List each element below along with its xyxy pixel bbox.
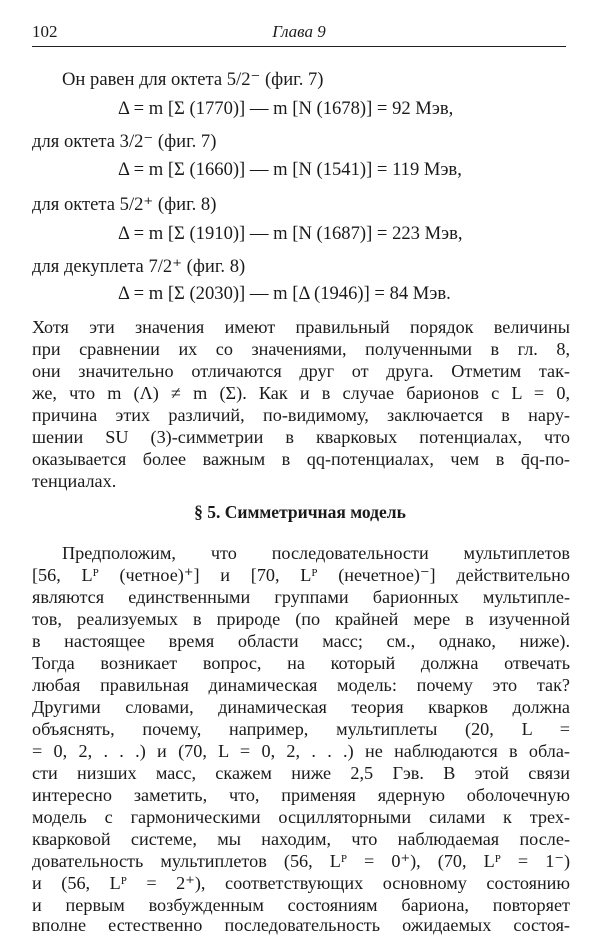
- paragraph-line: Предположим, что последовательности мультиплетов: [62, 543, 570, 563]
- paragraph-line: вполне естественно последовательность ожидаемых состоя-: [32, 915, 570, 935]
- formula-octet-5-2-minus: Δ = m [Σ (1770)] — m [N (1678)] = 92 Мэв,: [118, 98, 454, 119]
- paragraph-line: кварковой системе, мы находим, что наблюдаемая после-: [32, 829, 570, 849]
- page-header: [32, 22, 566, 46]
- paragraph-line: являются единственными группами барионных мультипле-: [32, 587, 570, 607]
- paragraph-line: шении SU (3)-симметрии в кварковых потенциалах, что: [32, 427, 570, 447]
- paragraph-line: любая правильная динамическая модель: почему это так?: [32, 675, 570, 695]
- paragraph-line: при сравнении их со значениями, полученными в гл. 8,: [32, 339, 570, 359]
- paragraph-line: оказывается более важным в qq-потенциалах, чем в q̄q-по-: [32, 449, 570, 469]
- paragraph-line: сти низших масс, скажем ниже 2,5 Гэв. В этой связи: [32, 763, 570, 783]
- label-decuplet-7-2-plus: для декуплета 7/2⁺ (фиг. 8): [32, 256, 246, 277]
- paragraph-line: Другими словами, динамическая теория кварков должна: [32, 697, 570, 717]
- paragraph-line: Тогда возникает вопрос, на который должна отвечать: [32, 653, 570, 673]
- running-title: Глава 9: [272, 22, 326, 41]
- section-title: § 5. Симметричная модель: [194, 502, 406, 522]
- paragraph-line: причина этих различий, по-видимому, заключается в нару-: [32, 405, 570, 425]
- formula-octet-3-2-minus: Δ = m [Σ (1660)] — m [N (1541)] = 119 Мэв,: [118, 159, 462, 180]
- paragraph-line: тенциалах.: [32, 471, 117, 491]
- intro-line: Он равен для октета 5/2⁻ (фиг. 7): [62, 69, 324, 90]
- paragraph-line: = 0, 2, . . .) и (70, L = 0, 2, . . .) не наблюдаются в обла-: [32, 741, 570, 761]
- paragraph-line: они значительно отличаются друг от друга. Отметим так-: [32, 361, 570, 381]
- paragraph-line: модель с гармоническими осцилляторными силами к трех-: [32, 807, 570, 827]
- label-octet-5-2-plus: для октета 5/2⁺ (фиг. 8): [32, 194, 217, 215]
- paragraph-line: и (56, Lᴾ = 2⁺), соответствующих основному состоянию: [32, 873, 570, 893]
- paragraph-line: интересно заметить, что, применяя ядерную оболочечную: [32, 785, 570, 805]
- header-rule: [32, 46, 566, 47]
- paragraph-line: тов, реализуемых в природе (по крайней мере в изученной: [32, 609, 570, 629]
- formula-octet-5-2-plus: Δ = m [Σ (1910)] — m [N (1687)] = 223 Мэв,: [118, 223, 463, 244]
- paragraph-line: [56, Lᴾ (четное)⁺] и [70, Lᴾ (нечетное)⁻] действительно: [32, 565, 570, 585]
- paragraph-line: в настоящее время области масс; см., однако, ниже).: [32, 631, 570, 651]
- page-number: 102: [32, 22, 58, 41]
- label-octet-3-2-minus: для октета 3/2⁻ (фиг. 7): [32, 131, 217, 152]
- paragraph-line: довательность мультиплетов (56, Lᴾ = 0⁺), (70, Lᴾ = 1⁻): [32, 851, 570, 871]
- formula-decuplet-7-2-plus: Δ = m [Σ (2030)] — m [Δ (1946)] = 84 Мэв.: [118, 283, 451, 304]
- paragraph-line: объяснять, почему, например, мультиплеты (20, L =: [32, 719, 570, 739]
- paragraph-line: Хотя эти значения имеют правильный порядок величины: [32, 317, 570, 337]
- paragraph-line: же, что m (Λ) ≠ m (Σ). Как и в случае барионов с L = 0,: [32, 383, 570, 403]
- paragraph-line: и первым возбужденным состояниям бариона, повторяет: [32, 895, 570, 915]
